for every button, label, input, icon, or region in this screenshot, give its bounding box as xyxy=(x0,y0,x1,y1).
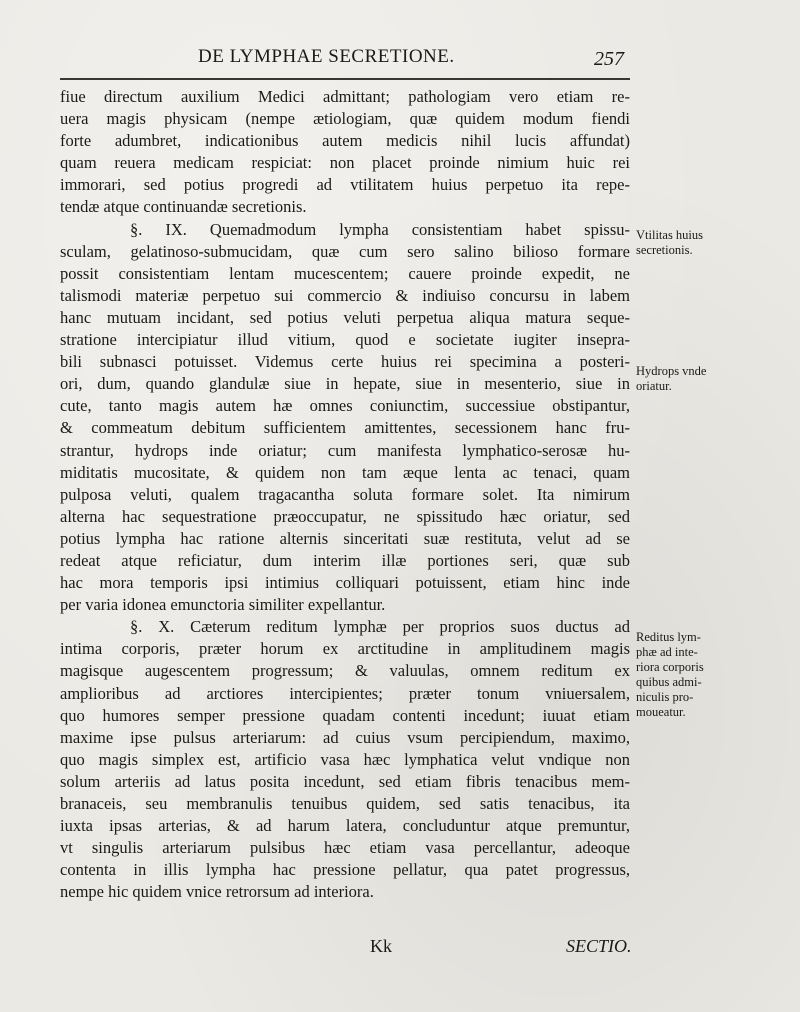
page-number: 257 xyxy=(594,48,624,70)
text-line: talismodi materiæ perpetuo sui commercio & indiuiso concursu in labem xyxy=(60,285,630,305)
text-line: pulposa veluti, qualem tragacantha soluta formare solet. Ita nimirum xyxy=(60,484,630,504)
text-line: intima corporis, præter horum ex arctitudine in amplitudinem magis xyxy=(60,639,630,659)
catchword: SECTIO. xyxy=(566,936,632,956)
margin-note-line: phæ ad inte- xyxy=(636,645,698,659)
margin-note-utilitas xyxy=(636,228,796,258)
margin-note-line: quibus admi- xyxy=(636,675,702,689)
text-line: nempe hic quidem vnice retrorsum ad interiora. xyxy=(60,882,374,902)
text-line: quo magis simplex est, artificio vasa hæc lymphatica velut vndique non xyxy=(60,749,630,769)
text-line: sculam, gelatinoso-submucidam, quæ cum sero salino bilioso formare xyxy=(60,241,630,261)
header-rule xyxy=(60,78,630,80)
section-ix-start: §. IX. Quemadmodum lympha consistentiam habet spissu- xyxy=(130,219,630,239)
margin-note-line: oriatur. xyxy=(636,379,672,393)
text-line: ori, dum, quando glandulæ siue in hepate, siue in mesenterio, siue in xyxy=(60,374,630,394)
text-line: quo humores semper pressione quadam contenti incedunt; iuuat etiam xyxy=(60,705,630,725)
main-text xyxy=(60,86,630,903)
text-line: solum arteriis ad latus posita incedunt, sed etiam fibris tenacibus mem- xyxy=(60,771,630,791)
text-line: iuxta ipsas arterias, & ad harum latera, concluduntur atque premuntur, xyxy=(60,816,630,836)
text-line: bili subnasci potuisset. Videmus certe huius rei specimina a posteri- xyxy=(60,352,630,372)
margin-note-reditus xyxy=(636,630,796,720)
margin-note-line: Hydrops vnde xyxy=(636,364,707,378)
text-line: alterna hac sequestratione præoccupatur, ne spissitudo hæc oriatur, sed xyxy=(60,506,630,526)
text-line: & commeatum debitum sufficientem amittentes, secessionem hanc fru- xyxy=(60,418,630,438)
margin-note-line: moueatur. xyxy=(636,705,686,719)
margin-note-line: secretionis. xyxy=(636,243,693,257)
text-line: fiue directum auxilium Medici admittant; pathologiam vero etiam re- xyxy=(60,87,630,106)
text-line: immorari, sed potius progredi ad vtilitatem huius perpetuo ita repe- xyxy=(60,175,630,195)
margin-note-line: riora corporis xyxy=(636,660,704,674)
text-line: quam reuera medicam respiciat: non placet proinde nimium huic rei xyxy=(60,153,630,173)
signature-mark: Kk xyxy=(370,936,392,956)
text-line: forte adumbret, indicationibus autem medicis nihil lucis affundat) xyxy=(60,131,630,151)
text-line: hac mora temporis ipsi intimius colliquari potuissent, etiam hinc inde xyxy=(60,573,630,593)
margin-note-line: Vtilitas huius xyxy=(636,228,704,242)
text-line: strantur, hydrops inde oriatur; cum manifesta lymphatico-serosæ hu- xyxy=(60,440,630,460)
text-line: hanc mutuam incidant, sed potius veluti perpetua aliqua matura seque- xyxy=(60,307,630,327)
text-line: maxime ipse pulsus arteriarum: ad cuius vsum percipiendum, maximo, xyxy=(60,727,630,747)
margin-note-hydrops xyxy=(636,364,796,394)
text-line: branaceis, seu membranulis tenuibus quidem, sed satis tenacibus, ita xyxy=(60,794,630,813)
text-line: magisque augescentem progressum; & valuulas, omnem reditum ex xyxy=(60,661,630,681)
text-line: per varia idonea emunctoria similiter expellantur. xyxy=(60,595,386,615)
text-line: cute, tanto magis autem hæ omnes coniunctim, successiue obstipantur, xyxy=(60,396,630,416)
text-line: miditatis mucositate, & quidem non tam æque lenta ac tenaci, quam xyxy=(60,462,630,482)
text-line: uera magis physicam (nempe ætiologiam, quæ quidem modum fiendi xyxy=(60,109,630,129)
text-line: vt singulis arteriarum pulsibus hæc etiam vasa percellantur, adeoque xyxy=(60,838,630,858)
text-line: amplioribus ad arctiores intercipientes; præter tonum vniuersalem, xyxy=(60,683,630,703)
text-line: potius lympha hac ratione alternis sinceritati suæ restituta, velut ad se xyxy=(60,528,630,548)
margin-note-line: Reditus lym- xyxy=(636,630,701,644)
margin-note-line: niculis pro- xyxy=(636,690,694,704)
text-line: contenta in illis lympha hac pressione pellatur, qua patet progressus, xyxy=(60,860,630,880)
text-line: possit consistentiam lentam mucescentem; cauere proinde expedit, ne xyxy=(60,263,630,283)
text-line: redeat atque reficiatur, dum interim illæ portiones seri, quæ sub xyxy=(60,550,630,570)
text-line: tendæ atque continuandæ secretionis. xyxy=(60,197,307,217)
text-line: stratione intercipiatur illud vitium, quod e societate iugiter insepra- xyxy=(60,330,630,350)
section-x-start: §. X. Cæterum reditum lymphæ per proprios suos ductus ad xyxy=(130,617,630,637)
running-head: DE LYMPHAE SECRETIONE. xyxy=(198,46,455,67)
